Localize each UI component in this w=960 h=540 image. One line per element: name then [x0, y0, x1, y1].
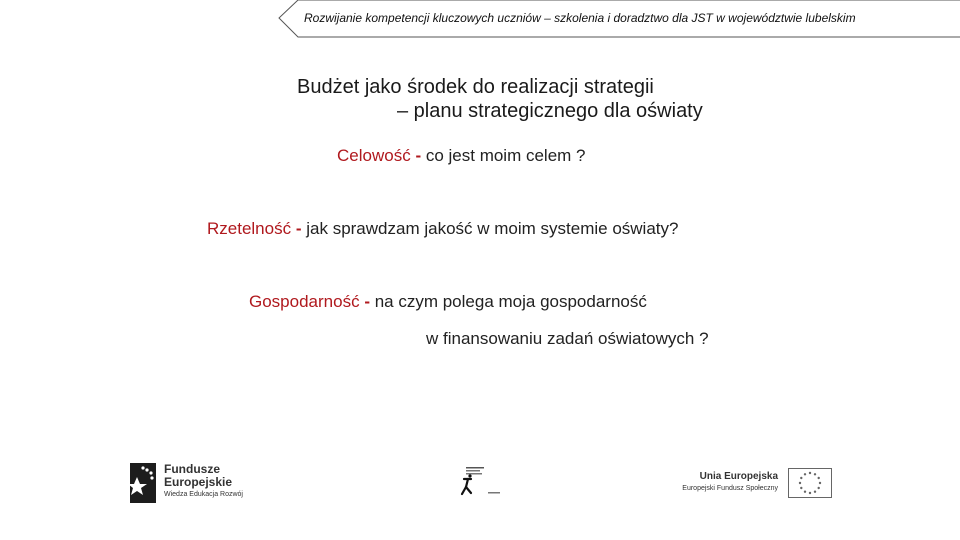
item-dash: - [415, 146, 422, 165]
ue-logo-title: Unia Europejska [699, 471, 778, 482]
item-dash: - [295, 219, 302, 238]
fundusze-europejskie-logo [128, 461, 268, 505]
slide-title-line1: Budżet jako środek do realizacji strategii [297, 76, 654, 98]
item-celowosc [337, 146, 586, 166]
eu-flag-icon [788, 468, 832, 498]
fe-star-mark-icon [128, 461, 158, 505]
item-gospodarnosc-continuation: w finansowaniu zadań oświatowych ? [426, 329, 709, 348]
item-rzetelnosc [207, 219, 678, 239]
item-text: na czym polega moja gospodarność [369, 292, 647, 311]
unia-europejska-logo [682, 466, 836, 500]
header-banner [278, 0, 960, 38]
item-text: co jest moim celem ? [421, 146, 586, 165]
item-term: Gospodarność [249, 292, 360, 311]
ue-logo-subtitle: Europejski Fundusz Społeczny [682, 485, 778, 492]
fe-logo-line1: Fundusze [164, 462, 220, 476]
slide-title-line2: – planu strategicznego dla oświaty [397, 100, 703, 122]
fe-logo-line2: Europejskie [164, 475, 233, 489]
banner-title: Rozwijanie kompetencji kluczowych uczniów – szkolenia i doradztwo dla JST w województwie lubelskim [304, 11, 856, 25]
item-term: Celowość [337, 146, 411, 165]
fe-logo-subtitle: Wiedza Edukacja Rozwój [164, 491, 243, 498]
item-gospodarnosc [249, 292, 647, 312]
partner-logo [460, 465, 508, 497]
item-term: Rzetelność [207, 219, 292, 238]
item-text: jak sprawdzam jakość w moim systemie oświaty? [301, 219, 679, 238]
runner-logo-icon [460, 465, 508, 497]
item-dash: - [364, 292, 370, 311]
